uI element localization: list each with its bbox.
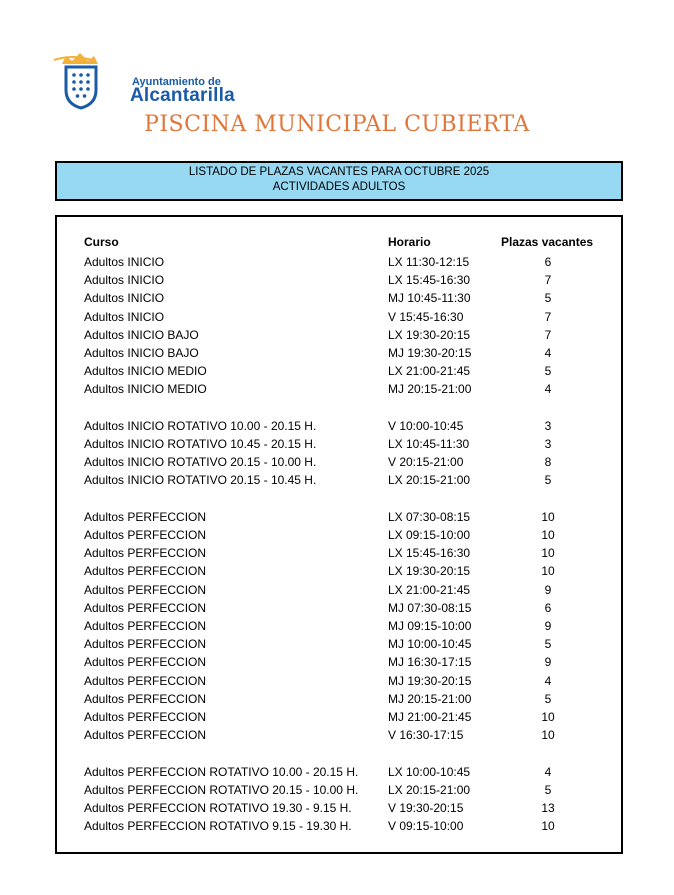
row-horario: LX 11:30-12:15 [388,255,470,269]
row-curso: Adultos PERFECCION [84,582,207,597]
table-row [0,435,674,453]
row-plazas: 4 [544,346,552,360]
row-horario: MJ 09:15-10:00 [388,619,472,633]
row-plazas: 3 [544,437,552,451]
row-horario: LX 21:00-21:45 [388,364,471,379]
row-horario: MJ 20:15-21:00 [388,691,472,706]
row-horario: MJ 07:30-08:15 [388,600,472,615]
row-curso: Adultos INICIO ROTATIVO 20.15 - 10.45 H. [84,473,317,488]
table-row [0,617,674,635]
row-plazas: 7 [544,273,552,288]
table-row [0,308,674,326]
table-row [0,544,674,562]
table-row [0,817,674,835]
table-row [0,708,674,726]
row-curso: Adultos INICIO ROTATIVO 10.45 - 20.15 H. [84,437,317,451]
table-row [0,453,674,471]
row-plazas: 7 [544,327,552,342]
table-row [0,380,674,398]
row-horario: LX 09:15-10:00 [388,528,471,542]
table-row [0,726,674,744]
page-title: PISCINA MUNICIPAL CUBIERTA [144,112,530,137]
banner-line-2: ACTIVIDADES ADULTOS [272,181,406,193]
table-row [0,362,674,380]
banner-line-1: LISTADO DE PLAZAS VACANTES PARA OCTUBRE 2025 [188,166,490,178]
table-row [0,581,674,599]
table-row [0,562,674,580]
row-curso: Adultos PERFECCION [84,619,207,633]
row-horario: MJ 21:00-21:45 [388,710,472,724]
table-row [0,471,674,489]
table-row [0,344,674,362]
row-curso: Adultos PERFECCION [84,546,207,561]
row-curso: Adultos INICIO MEDIO [84,382,207,397]
row-curso: Adultos INICIO [84,273,165,288]
column-header-curso: Curso [84,235,119,249]
row-plazas: 10 [541,819,555,834]
row-horario: V 20:15-21:00 [388,455,464,470]
table-row [0,289,674,307]
table-row [0,672,674,690]
row-plazas: 9 [544,619,552,633]
row-plazas: 7 [544,309,552,324]
row-curso: Adultos INICIO [84,255,165,269]
row-horario: MJ 20:15-21:00 [388,382,472,397]
row-plazas: 5 [544,691,552,706]
row-horario: LX 20:15-21:00 [388,782,471,797]
row-curso: Adultos PERFECCION ROTATIVO 20.15 - 10.00 H. [84,782,359,797]
row-curso: Adultos PERFECCION [84,691,207,706]
row-plazas: 6 [544,600,552,615]
row-plazas: 3 [544,418,552,433]
row-plazas: 13 [541,801,555,815]
row-curso: Adultos PERFECCION [84,673,207,688]
row-horario: MJ 10:45-11:30 [388,291,471,306]
row-horario: LX 19:30-20:15 [388,564,471,579]
row-curso: Adultos INICIO BAJO [84,327,199,342]
row-plazas: 6 [544,255,552,269]
row-horario: LX 15:45-16:30 [388,546,471,561]
table-row [0,690,674,708]
table-row [0,526,674,544]
row-horario: MJ 16:30-17:15 [388,655,472,670]
row-curso: Adultos PERFECCION [84,528,207,542]
row-plazas: 10 [541,509,555,524]
row-horario: LX 10:45-11:30 [388,437,470,451]
row-horario: V 15:45-16:30 [388,309,464,324]
row-horario: MJ 19:30-20:15 [388,673,472,688]
row-horario: LX 07:30-08:15 [388,509,471,524]
row-plazas: 5 [544,291,552,306]
row-curso: Adultos INICIO BAJO [84,346,199,360]
row-plazas: 10 [541,546,555,561]
row-horario: MJ 10:00-10:45 [388,637,472,652]
row-curso: Adultos PERFECCION [84,509,207,524]
row-horario: LX 21:00-21:45 [388,582,471,597]
row-plazas: 4 [544,764,552,779]
row-curso: Adultos PERFECCION ROTATIVO 19.30 - 9.15 H. [84,801,352,815]
table-row [0,763,674,781]
table-row [0,635,674,653]
column-header-horario: Horario [388,235,431,249]
table-row [0,599,674,617]
row-horario: V 10:00-10:45 [388,418,464,433]
row-curso: Adultos PERFECCION [84,655,207,670]
table-row [0,253,674,271]
row-plazas: 4 [544,382,552,397]
table-row [0,417,674,435]
row-horario: V 19:30-20:15 [388,801,464,815]
row-curso: Adultos PERFECCION [84,600,207,615]
table-row [0,781,674,799]
table-row [0,326,674,344]
row-plazas: 5 [544,473,552,488]
row-curso: Adultos PERFECCION [84,728,207,743]
row-curso: Adultos PERFECCION [84,564,207,579]
row-curso: Adultos PERFECCION ROTATIVO 9.15 - 19.30 H. [84,819,352,834]
row-curso: Adultos INICIO ROTATIVO 10.00 - 20.15 H. [84,418,317,433]
row-plazas: 9 [544,582,552,597]
row-curso: Adultos PERFECCION [84,637,207,652]
row-plazas: 4 [544,673,552,688]
row-curso: Adultos PERFECCION ROTATIVO 10.00 - 20.15 H. [84,764,359,779]
row-plazas: 5 [544,782,552,797]
row-plazas: 9 [544,655,552,670]
row-curso: Adultos INICIO [84,291,165,306]
row-horario: LX 10:00-10:45 [388,764,471,779]
alcantarilla-logo [52,50,235,112]
row-horario: V 16:30-17:15 [388,728,464,743]
row-plazas: 10 [541,564,555,579]
row-curso: Adultos PERFECCION [84,710,207,724]
row-horario: LX 19:30-20:15 [388,327,471,342]
row-curso: Adultos INICIO ROTATIVO 20.15 - 10.00 H. [84,455,317,470]
logo-big-text: Alcantarilla [130,85,235,106]
row-plazas: 10 [541,728,555,743]
row-plazas: 8 [544,455,552,470]
row-curso: Adultos INICIO [84,309,165,324]
listing-banner [55,161,623,201]
row-plazas: 10 [541,528,555,542]
row-plazas: 10 [541,710,555,724]
row-plazas: 5 [544,637,552,652]
table-row [0,653,674,671]
table-row [0,508,674,526]
table-row [0,271,674,289]
row-curso: Adultos INICIO MEDIO [84,364,207,379]
row-plazas: 5 [544,364,552,379]
logo-small-text: Ayuntamiento de [132,76,221,88]
table-row [0,799,674,817]
row-horario: LX 15:45-16:30 [388,273,471,288]
column-header-plazas: Plazas vacantes [501,235,594,249]
row-horario: LX 20:15-21:00 [388,473,471,488]
coat-of-arms-icon [52,50,132,112]
row-horario: V 09:15-10:00 [388,819,464,834]
row-horario: MJ 19:30-20:15 [388,346,472,360]
